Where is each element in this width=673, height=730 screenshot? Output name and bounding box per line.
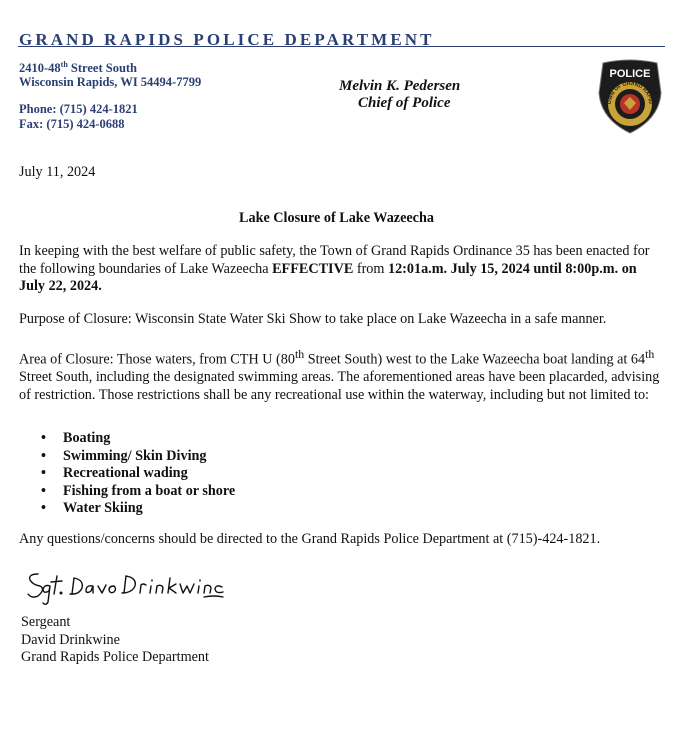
chief-title: Chief of Police <box>358 95 451 111</box>
restriction-label: Recreational wading <box>63 465 188 481</box>
fax-number: Fax: (715) 424-0688 <box>19 117 125 131</box>
bullet-icon: • <box>41 430 46 446</box>
signer-rank: Sergeant <box>21 614 71 630</box>
address-street-ordinal: th <box>60 60 68 69</box>
list-item <box>19 465 235 483</box>
intro-effective: EFFECTIVE <box>272 260 354 277</box>
address-street-suffix: Street South <box>67 61 138 76</box>
restriction-label: Fishing from a boat or shore <box>63 482 236 499</box>
letter-date: July 11, 2024 <box>19 164 96 180</box>
list-item <box>19 483 235 501</box>
address-city: Wisconsin Rapids, WI 54494-7799 <box>19 75 202 89</box>
handwritten-signature <box>24 566 224 606</box>
chief-name: Melvin K. Pedersen <box>339 78 461 94</box>
area-text-3: Street South, including the designated swimming areas. The aforementioned areas have been placarded, advising of restriction. Those restrictions shall be any recreational use within the waterway, including but not limited to: <box>19 369 660 403</box>
restrictions-list <box>19 430 235 518</box>
list-item <box>19 448 235 466</box>
signature-block <box>21 614 209 667</box>
bullet-icon: • <box>41 482 46 499</box>
intro-text-2: from <box>353 260 388 277</box>
signer-department: Grand Rapids Police Department <box>21 649 209 665</box>
area-text-2: Street South) west to the Lake Wazeecha boat landing at 64 <box>304 351 646 368</box>
bullet-icon: • <box>41 465 46 481</box>
intro-dates: 12:01a.m. July 15, 2024 until 8:00p.m. on July 22, 2024. <box>19 260 637 294</box>
questions-paragraph: Any questions/concerns should be directed to the Grand Rapids Police Department at (715)-424-1821. <box>19 531 601 547</box>
area-ordinal-2: th <box>645 347 655 361</box>
header-rule <box>18 46 665 47</box>
restriction-label: Boating <box>63 430 111 446</box>
signer-name: David Drinkwine <box>21 631 120 648</box>
bullet-icon: • <box>41 447 46 464</box>
area-ordinal-1: th <box>294 347 305 361</box>
area-text-1: Area of Closure: Those waters, from CTH U (80 <box>19 351 295 368</box>
badge-top-text: POLICE <box>609 68 651 80</box>
bullet-icon: • <box>41 500 46 516</box>
department-title: GRAND RAPIDS POLICE DEPARTMENT <box>19 30 435 49</box>
restriction-label: Water Skiing <box>63 500 143 516</box>
purpose-paragraph: Purpose of Closure: Wisconsin State Water Ski Show to take place on Lake Wazeecha in a safe manner. <box>19 311 607 327</box>
badge-ring-text: OWN OF GRAND RAPID <box>606 80 654 105</box>
address-street-prefix: 2410-48 <box>19 61 61 76</box>
phone-number: Phone: (715) 424-1821 <box>19 102 138 116</box>
list-item <box>19 430 235 448</box>
intro-paragraph <box>19 243 664 296</box>
restriction-label: Swimming/ Skin Diving <box>63 447 207 464</box>
police-badge-logo <box>597 59 663 135</box>
letter-heading: Lake Closure of Lake Wazeecha <box>239 210 434 226</box>
address-street <box>19 60 137 76</box>
intro-text-1: In keeping with the best welfare of public safety, the Town of Grand Rapids Ordinance 35 has been enacted for the following boundaries of Lake Wazeecha <box>19 243 650 277</box>
area-paragraph <box>19 346 664 404</box>
list-item <box>19 500 235 518</box>
